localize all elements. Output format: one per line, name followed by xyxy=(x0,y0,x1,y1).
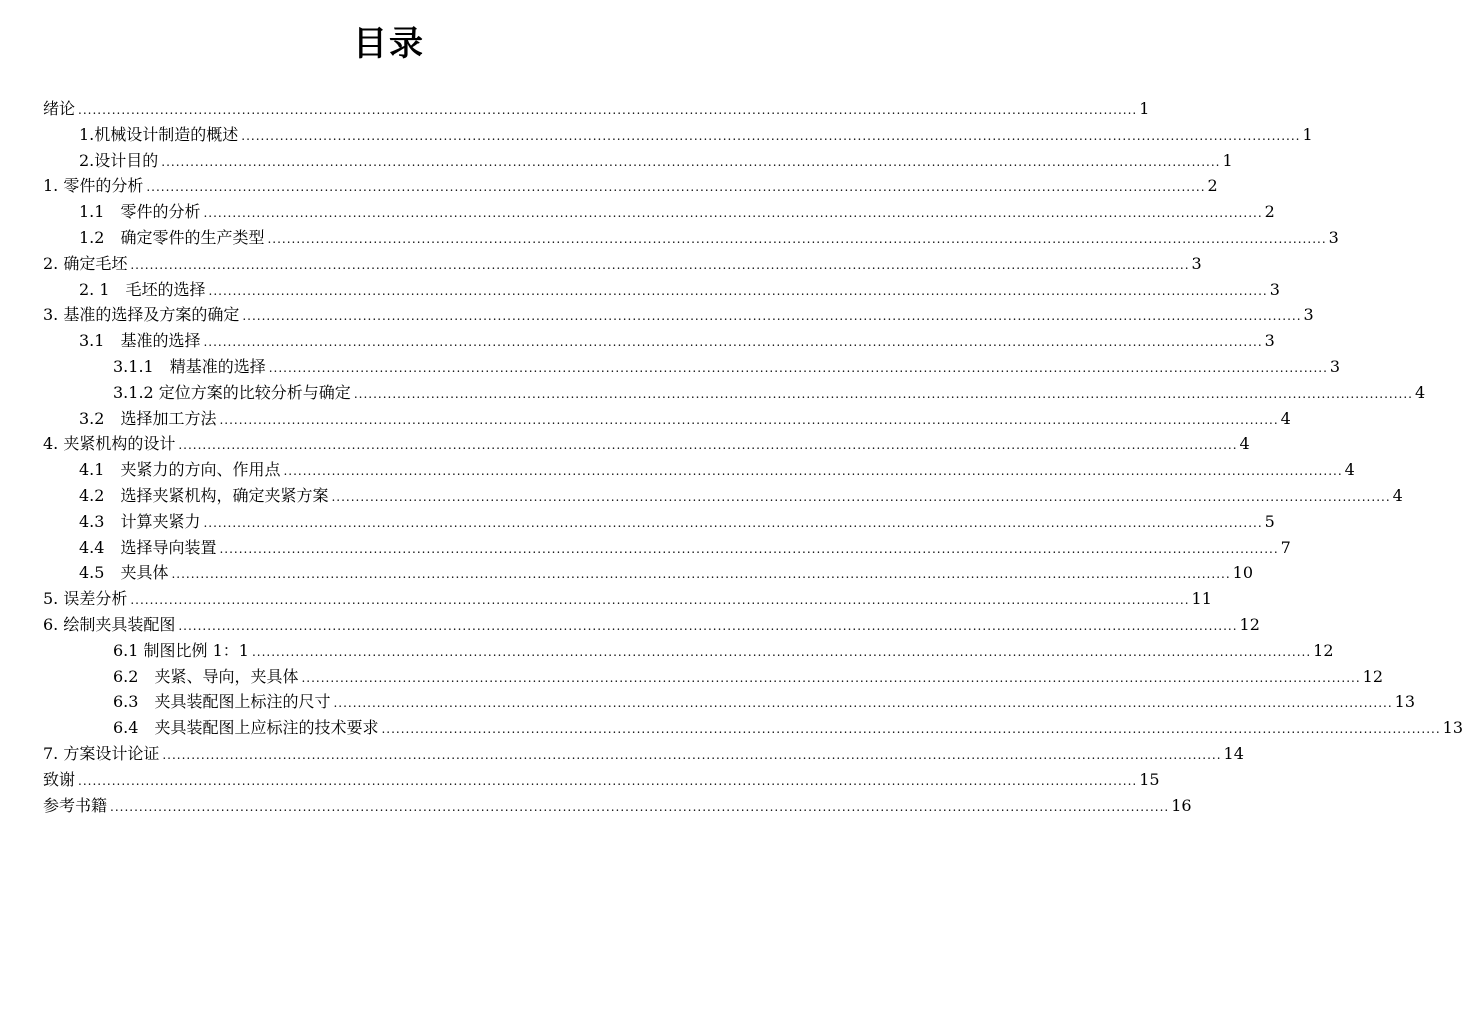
toc-entry-title: 绪论 xyxy=(43,99,76,118)
page-title: 目录 xyxy=(353,24,425,64)
toc-entry-title: 4.3 计算夹紧力 xyxy=(79,511,201,531)
toc-entry[interactable] xyxy=(43,560,1253,586)
dot-leader: ............................................................................................................................................................................................................................ xyxy=(331,489,1391,504)
toc-entry-title: 4. 夹紧机构的设计 xyxy=(43,434,176,454)
toc-entry[interactable] xyxy=(43,689,1415,715)
toc-entry-title: 3.2 选择加工方法 xyxy=(79,408,217,428)
toc-entry[interactable] xyxy=(43,793,1192,819)
toc-entry[interactable] xyxy=(43,457,1355,483)
toc-entry[interactable] xyxy=(43,586,1212,612)
toc-entry-page-number: 16 xyxy=(1171,795,1192,815)
dot-leader: ............................................................................................................................................................................................................................ xyxy=(203,335,1263,350)
toc-entry[interactable] xyxy=(43,431,1250,457)
toc-entry-title: 1. 零件的分析 xyxy=(43,176,144,196)
toc-entry[interactable] xyxy=(43,535,1291,561)
toc-entry-page-number: 12 xyxy=(1239,614,1260,634)
dot-leader: ............................................................................................................................................................................................................................ xyxy=(268,360,1328,375)
dot-leader: ............................................................................................................................................................................................................................ xyxy=(353,386,1413,401)
dot-leader: ............................................................................................................................................................................................................................ xyxy=(110,799,1170,814)
toc-entry[interactable] xyxy=(43,715,1463,741)
toc-entry-page-number: 10 xyxy=(1232,563,1253,583)
toc-entry[interactable] xyxy=(43,380,1426,406)
toc-entry-title: 致谢 xyxy=(43,769,76,789)
toc-entry[interactable] xyxy=(43,328,1275,354)
toc-entry-page-number: 7 xyxy=(1280,537,1291,557)
dot-leader: ............................................................................................................................................................................................................................ xyxy=(162,747,1222,762)
toc-entry[interactable] xyxy=(43,173,1218,199)
dot-leader: ............................................................................................................................................................................................................................ xyxy=(283,464,1343,479)
toc-entry-title: 3.1.2 定位方案的比较分析与确定 xyxy=(113,382,351,402)
toc-entry[interactable] xyxy=(43,406,1291,432)
toc-entry-page-number: 1 xyxy=(1139,99,1150,118)
toc-entry[interactable] xyxy=(43,302,1314,328)
toc-entry-page-number: 2 xyxy=(1264,202,1275,222)
toc-entry-title: 2. 确定毛坯 xyxy=(43,253,128,273)
toc-entry[interactable] xyxy=(43,483,1403,509)
toc-entry-page-number: 15 xyxy=(1139,769,1160,789)
toc-entry-title: 6.2 夹紧、导向，夹具体 xyxy=(113,666,299,686)
toc-entry-page-number: 3 xyxy=(1303,305,1314,325)
toc-entry-page-number: 2 xyxy=(1207,176,1218,196)
table-of-contents xyxy=(43,96,1463,818)
toc-entry-page-number: 3 xyxy=(1329,356,1341,376)
dot-leader: ............................................................................................................................................................................................................................ xyxy=(78,103,1138,117)
toc-entry-page-number: 12 xyxy=(1313,640,1334,660)
toc-entry-page-number: 5 xyxy=(1264,511,1275,531)
toc-entry-title: 参考书籍 xyxy=(43,795,108,815)
toc-entry[interactable] xyxy=(43,741,1244,767)
toc-entry[interactable] xyxy=(43,612,1260,638)
toc-entry-page-number: 4 xyxy=(1239,434,1250,454)
toc-entry-page-number: 13 xyxy=(1394,692,1415,712)
toc-entry-title: 3.1 基准的选择 xyxy=(79,331,201,351)
toc-entry-page-number: 3 xyxy=(1191,253,1202,273)
dot-leader: ............................................................................................................................................................................................................................ xyxy=(242,309,1302,324)
toc-entry-title: 7. 方案设计论证 xyxy=(43,743,160,763)
dot-leader: ............................................................................................................................................................................................................................ xyxy=(241,128,1301,143)
toc-entry-page-number: 12 xyxy=(1362,666,1383,686)
toc-entry-page-number: 4 xyxy=(1415,382,1426,402)
dot-leader: ............................................................................................................................................................................................................................ xyxy=(203,206,1263,221)
toc-entry-page-number: 4 xyxy=(1344,460,1355,480)
toc-entry-title: 6.1 制图比例 1：1 xyxy=(113,640,249,660)
toc-entry-title: 2. 1 毛坯的选择 xyxy=(79,279,206,299)
dot-leader: ............................................................................................................................................................................................................................ xyxy=(381,722,1441,737)
toc-entry[interactable] xyxy=(43,225,1339,251)
dot-leader: ............................................................................................................................................................................................................................ xyxy=(333,696,1393,711)
toc-entry[interactable] xyxy=(43,251,1202,277)
toc-entry-title: 1.机械设计制造的概述 xyxy=(79,124,239,144)
dot-leader: ............................................................................................................................................................................................................................ xyxy=(301,670,1361,685)
toc-entry-title: 4.1 夹紧力的方向、作用点 xyxy=(79,460,281,480)
toc-entry-title: 4.2 选择夹紧机构，确定夹紧方案 xyxy=(79,485,329,505)
dot-leader: ............................................................................................................................................................................................................................ xyxy=(171,567,1231,582)
dot-leader: ............................................................................................................................................................................................................................ xyxy=(78,773,1138,788)
dot-leader: ............................................................................................................................................................................................................................ xyxy=(178,438,1238,453)
toc-entry-page-number: 3 xyxy=(1328,227,1339,247)
dot-leader: ............................................................................................................................................................................................................................ xyxy=(161,154,1221,169)
toc-entry-page-number: 4 xyxy=(1280,408,1291,428)
toc-entry-title: 4.5 夹具体 xyxy=(79,563,169,583)
toc-entry-title: 1.2 确定零件的生产类型 xyxy=(79,227,265,247)
toc-entry-title: 6.3 夹具装配图上标注的尺寸 xyxy=(113,692,331,712)
dot-leader: ............................................................................................................................................................................................................................ xyxy=(251,644,1312,659)
toc-entry[interactable] xyxy=(43,277,1280,303)
toc-entry-title: 3.1.1 精基准的选择 xyxy=(113,356,266,376)
dot-leader: ............................................................................................................................................................................................................................ xyxy=(130,257,1190,272)
toc-entry-title: 4.4 选择导向装置 xyxy=(79,537,217,557)
toc-entry[interactable] xyxy=(43,199,1275,225)
toc-entry-page-number: 13 xyxy=(1442,718,1463,738)
dot-leader: ............................................................................................................................................................................................................................ xyxy=(219,412,1279,427)
toc-entry-title: 2.设计目的 xyxy=(79,150,159,170)
toc-entry-title: 6.4 夹具装配图上应标注的技术要求 xyxy=(113,718,379,738)
toc-entry-page-number: 11 xyxy=(1191,589,1212,609)
toc-entry-page-number: 1 xyxy=(1222,150,1233,170)
toc-entry-page-number: 3 xyxy=(1264,331,1275,351)
toc-entry[interactable] xyxy=(43,96,1150,122)
dot-leader: ............................................................................................................................................................................................................................ xyxy=(219,541,1279,556)
toc-entry-title: 3. 基准的选择及方案的确定 xyxy=(43,305,240,325)
toc-entry-page-number: 3 xyxy=(1269,279,1280,299)
toc-entry[interactable] xyxy=(43,638,1334,664)
dot-leader: ............................................................................................................................................................................................................................ xyxy=(146,180,1206,195)
toc-entry-title: 1.1 零件的分析 xyxy=(79,202,201,222)
toc-entry[interactable] xyxy=(43,122,1313,148)
toc-entry[interactable] xyxy=(43,354,1341,380)
dot-leader: ............................................................................................................................................................................................................................ xyxy=(178,618,1238,633)
toc-entry-page-number: 1 xyxy=(1302,124,1313,144)
dot-leader: ............................................................................................................................................................................................................................ xyxy=(203,515,1263,530)
toc-entry[interactable] xyxy=(43,509,1275,535)
dot-leader: ............................................................................................................................................................................................................................ xyxy=(267,231,1327,246)
dot-leader: ............................................................................................................................................................................................................................ xyxy=(130,593,1190,608)
toc-entry[interactable] xyxy=(43,148,1233,174)
toc-entry-title: 6. 绘制夹具装配图 xyxy=(43,614,176,634)
toc-entry[interactable] xyxy=(43,767,1160,793)
toc-entry-page-number: 14 xyxy=(1223,743,1244,763)
dot-leader: ............................................................................................................................................................................................................................ xyxy=(208,283,1268,298)
toc-entry[interactable] xyxy=(43,664,1383,690)
toc-entry-page-number: 4 xyxy=(1392,485,1403,505)
toc-entry-title: 5. 误差分析 xyxy=(43,589,128,609)
